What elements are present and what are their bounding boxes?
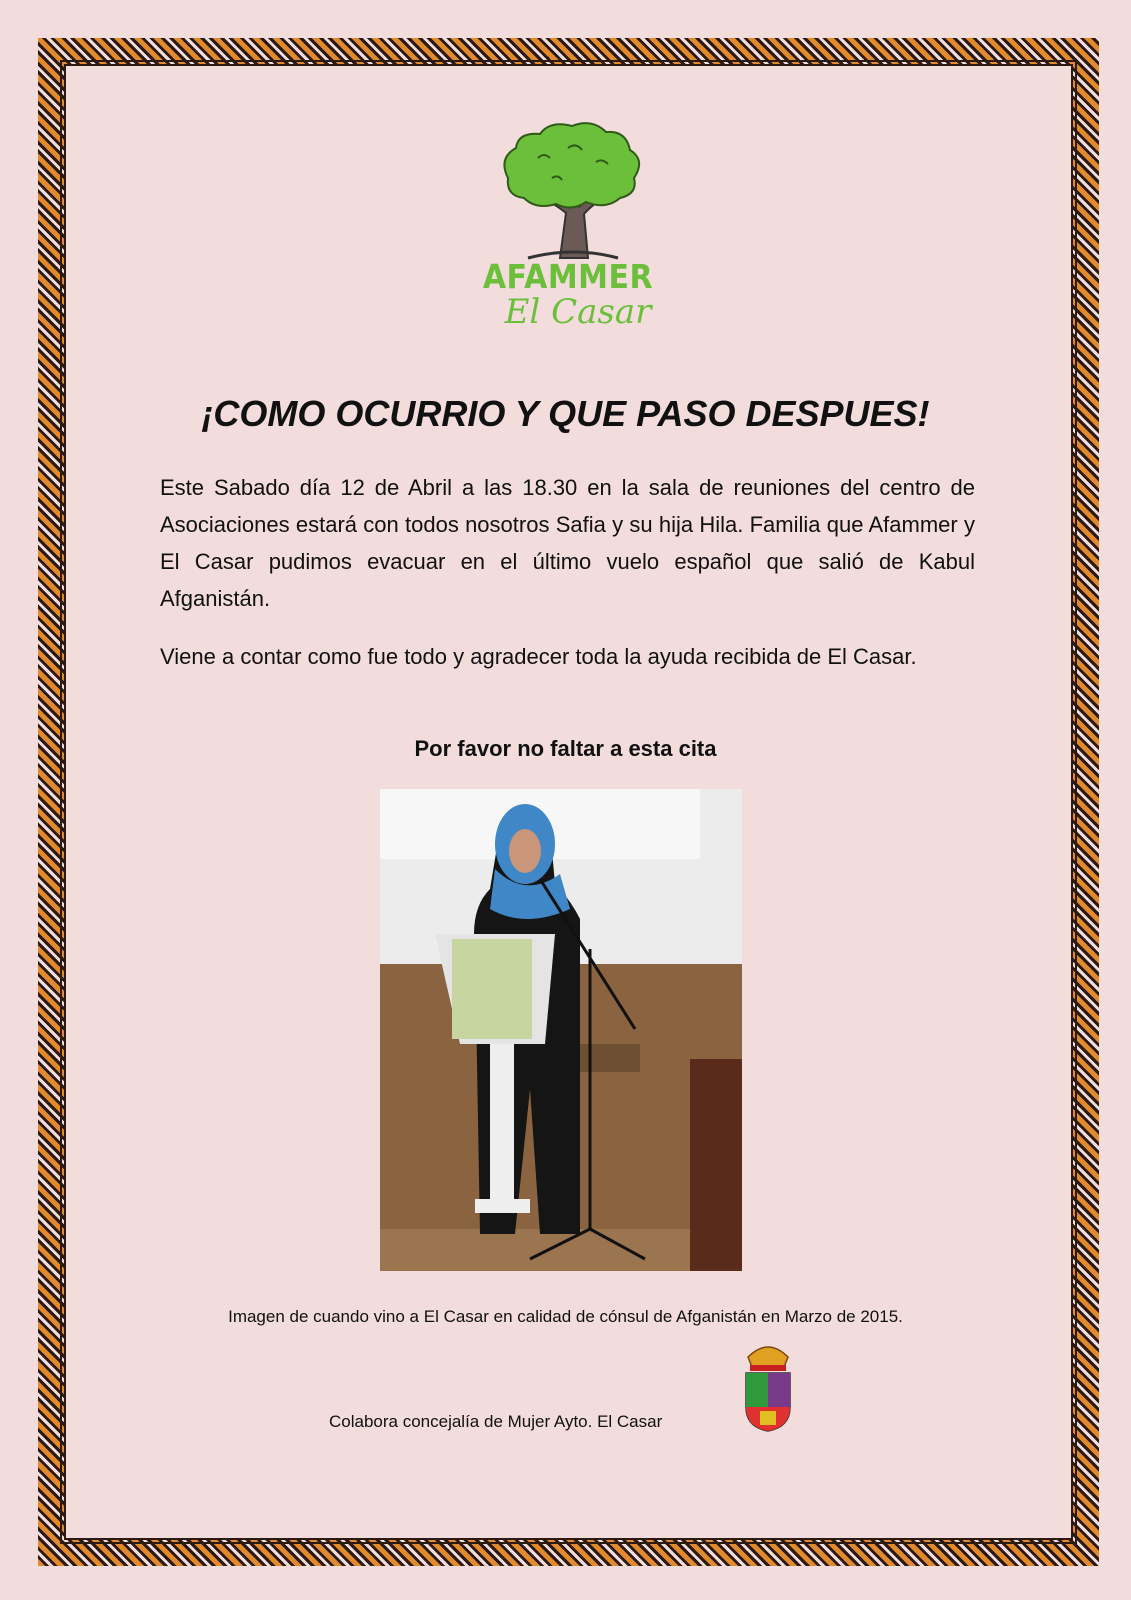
paragraph-1: Este Sabado día 12 de Abril a las 18.30 en la sala de reuniones del centro de Asociaciones estará con todos nosotros Safia y su hija Hila. Familia que Afammer y El Casar pudimos evacuar en el último vuelo español que salió de Kabul Afganistán. bbox=[160, 475, 975, 611]
logo-name: AFAMMER bbox=[482, 258, 654, 297]
tree-icon bbox=[468, 118, 678, 268]
logo-subtitle: El Casar bbox=[504, 292, 652, 332]
paragraph-2: Viene a contar como fue todo y agradecer toda la ayuda recibida de El Casar. bbox=[160, 644, 917, 669]
photo-caption: Imagen de cuando vino a El Casar en calidad de cónsul de Afganistán en Marzo de 2015. bbox=[228, 1307, 903, 1326]
callout-text: Por favor no faltar a esta cita bbox=[414, 736, 717, 761]
afammer-logo bbox=[468, 118, 678, 358]
collaboration-note: Colabora concejalía de Mujer Ayto. El Casar bbox=[329, 1412, 663, 1431]
el-casar-crest-icon bbox=[740, 1337, 796, 1433]
speaker-photo bbox=[380, 789, 742, 1271]
page-title: ¡COMO OCURRIO Y QUE PASO DESPUES! bbox=[201, 393, 930, 434]
